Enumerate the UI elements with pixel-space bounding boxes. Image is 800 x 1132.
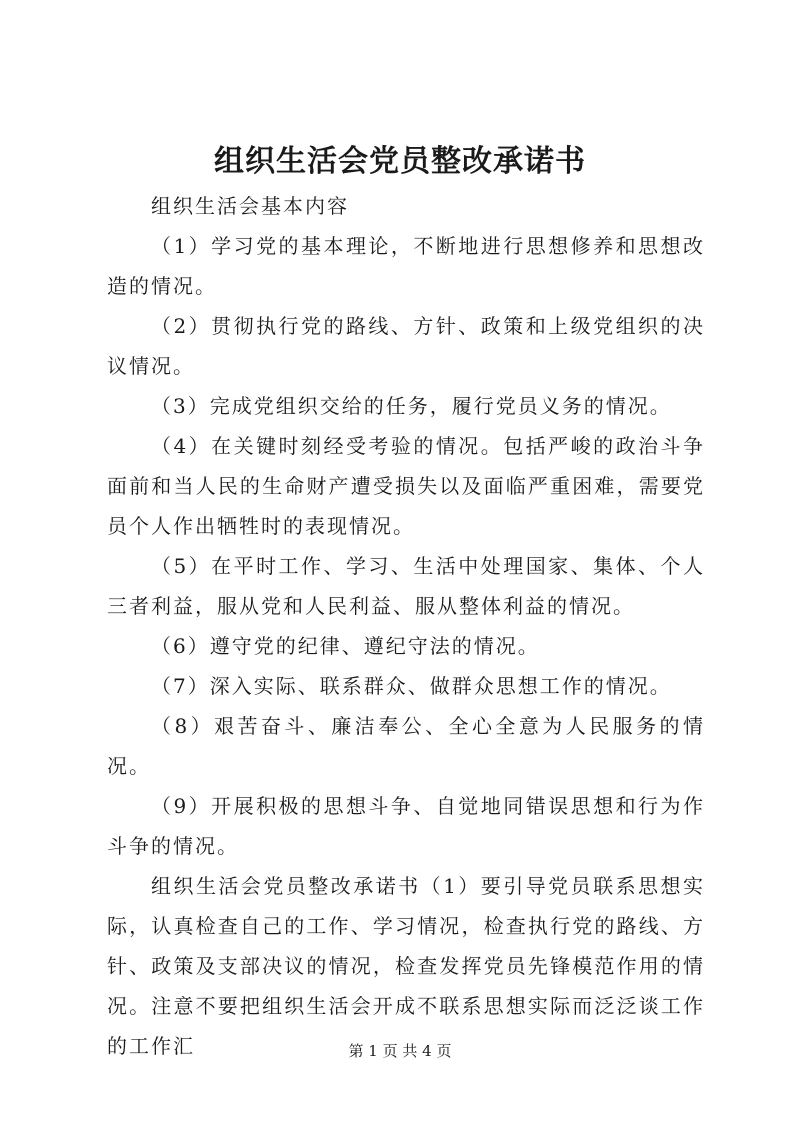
paragraph-item-9: （9）开展积极的思想斗争、自觉地同错误思想和行为作斗争的情况。 [107, 794, 705, 858]
paragraph-item-4: （4）在关键时刻经受考验的情况。包括严峻的政治斗争面前和当人民的生命财产遭受损失以及面临严重困难，需要党员个人作出牺牲时的表现情况。 [107, 434, 705, 538]
paragraph-item-6: （6）遵守党的纪律、遵纪守法的情况。 [151, 634, 540, 658]
paragraph-item-5: （5）在平时工作、学习、生活中处理国家、集体、个人三者利益，服从党和人民利益、服从整体利益的情况。 [107, 554, 705, 618]
document-title: 组织生活会党员整改承诺书 [214, 144, 586, 179]
paragraph-item-3: （3）完成党组织交给的任务，履行党员义务的情况。 [151, 394, 672, 418]
paragraph-item-8: （8）艰苦奋斗、廉洁奉公、全心全意为人民服务的情况。 [107, 714, 705, 778]
document-body [107, 186, 705, 1066]
paragraph-item-2: （2）贯彻执行党的路线、方针、政策和上级党组织的决议情况。 [107, 314, 705, 378]
paragraph-section-heading: 组织生活会基本内容 [151, 194, 349, 218]
paragraph-item-7: （7）深入实际、联系群众、做群众思想工作的情况。 [151, 674, 672, 698]
paragraph-item-1: （1）学习党的基本理论，不断地进行思想修养和思想改造的情况。 [107, 234, 705, 298]
page-footer: 第 1 页 共 4 页 [348, 1042, 452, 1060]
paragraph-commitment: 组织生活会党员整改承诺书（1）要引导党员联系思想实际，认真检查自己的工作、学习情况，检查执行党的路线、方针、政策及支部决议的情况，检查发挥党员先锋模范作用的情况。注意不要把组织生活会开成不联系思想实际而泛泛谈工作的工作汇 [107, 874, 705, 1058]
